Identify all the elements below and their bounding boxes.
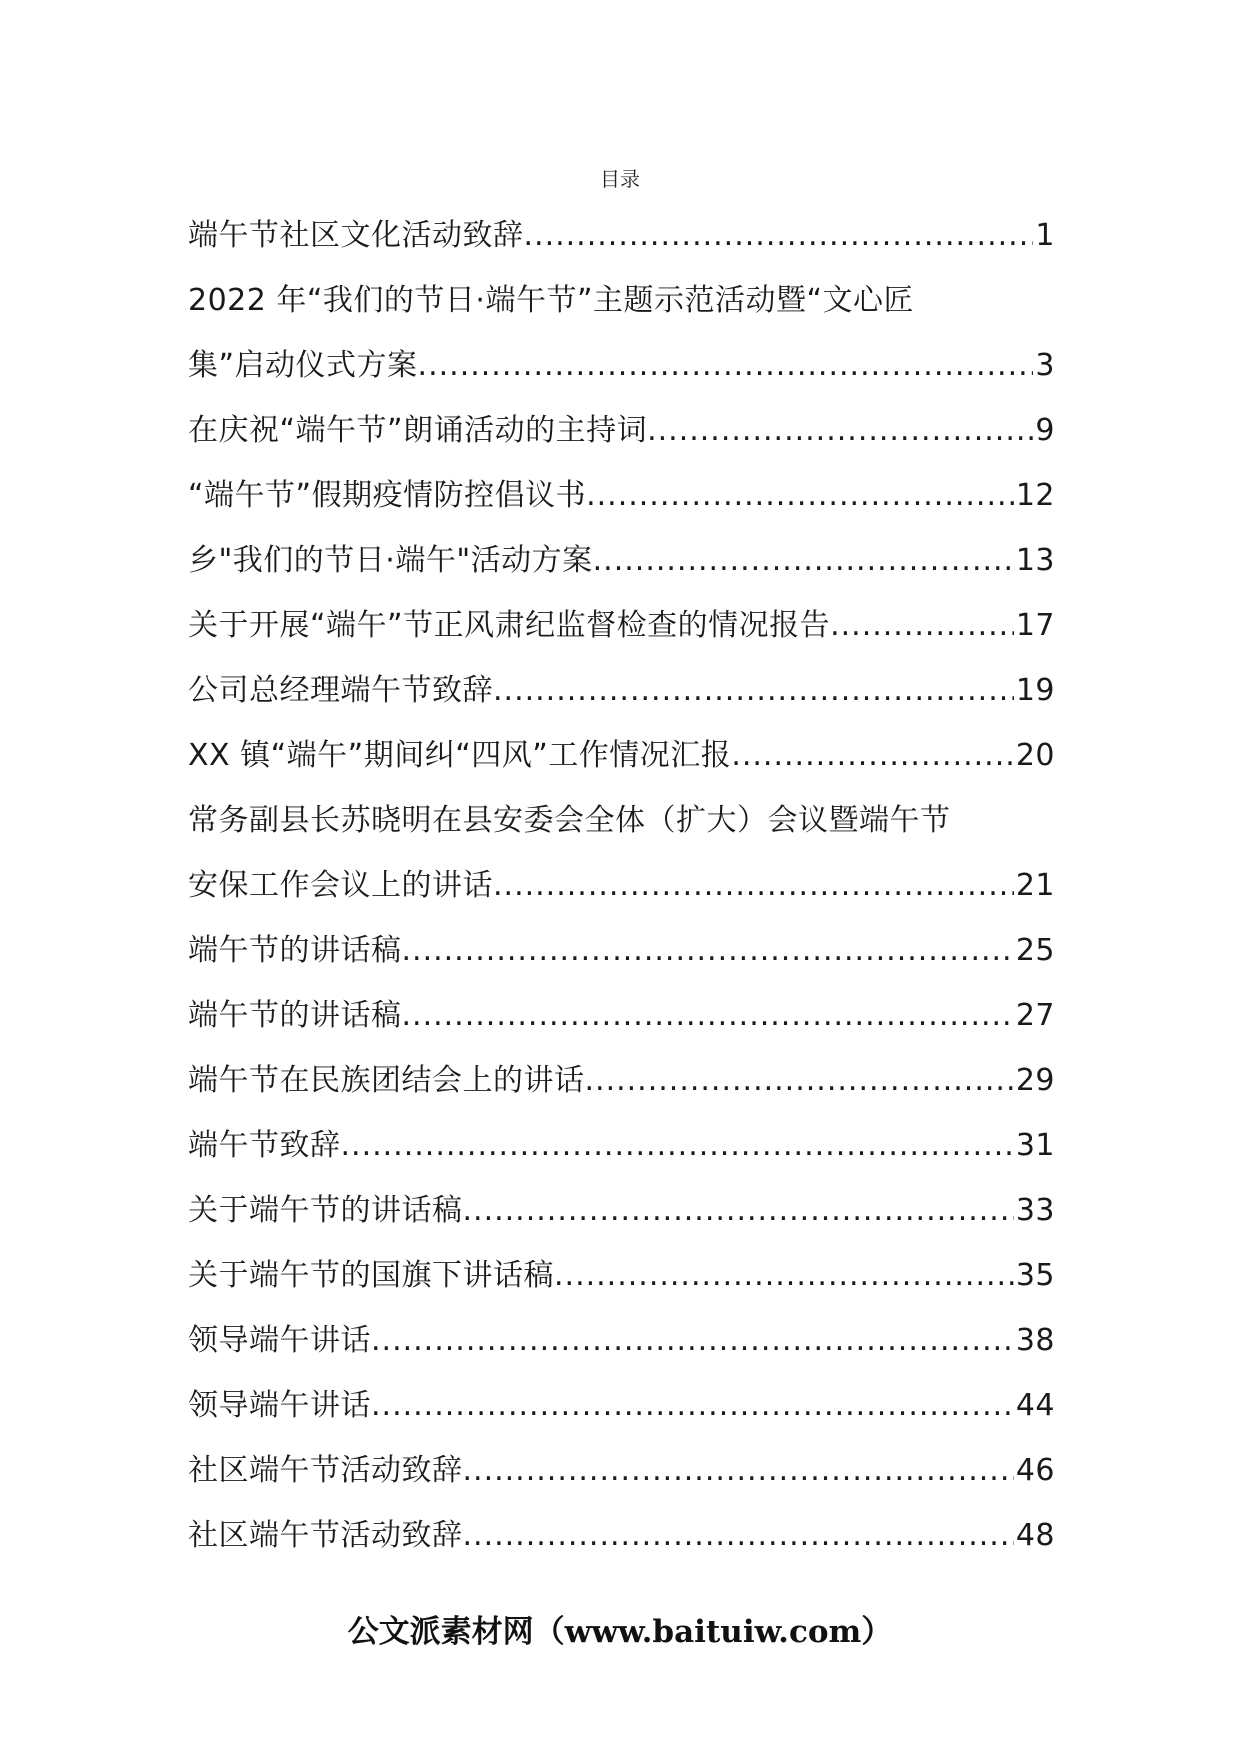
toc-line xyxy=(188,398,1055,463)
toc-line xyxy=(188,528,1055,593)
toc-page-number: 31 xyxy=(1015,1128,1055,1163)
toc-entry-title: 领导端午讲话 xyxy=(188,1323,371,1358)
toc-page-number: 38 xyxy=(1015,1323,1055,1358)
dot-leader xyxy=(647,398,1033,463)
toc-line xyxy=(188,333,1055,398)
dot-leader xyxy=(493,658,1014,723)
toc-entry-title: 社区端午节活动致辞 xyxy=(188,1518,463,1553)
toc-entry[interactable] xyxy=(188,1178,1055,1243)
toc-entry[interactable] xyxy=(188,1373,1055,1438)
toc-entry[interactable] xyxy=(188,983,1055,1048)
toc-entry-title: 安保工作会议上的讲话 xyxy=(188,868,493,903)
toc-line xyxy=(188,463,1055,528)
dot-leader xyxy=(554,1243,1014,1308)
dot-leader xyxy=(418,333,1034,398)
dot-leader xyxy=(830,593,1014,658)
toc-entry-title: 在庆祝“端午节”朗诵活动的主持词 xyxy=(188,413,648,448)
toc-line xyxy=(188,1178,1055,1243)
dot-leader xyxy=(731,723,1014,788)
dot-leader xyxy=(493,853,1014,918)
dot-leader xyxy=(586,463,1014,528)
toc-page-number: 20 xyxy=(1015,738,1055,773)
dot-leader xyxy=(341,1113,1014,1178)
dot-leader xyxy=(402,983,1014,1048)
toc-entry-title: 乡"我们的节日·端午"活动方案 xyxy=(188,543,593,578)
toc-page-number: 21 xyxy=(1015,868,1055,903)
toc-entry[interactable] xyxy=(188,1048,1055,1113)
toc-line xyxy=(188,203,1055,268)
dot-leader xyxy=(402,918,1014,983)
dot-leader xyxy=(593,528,1014,593)
toc-entry-title: 领导端午讲话 xyxy=(188,1388,371,1423)
dot-leader xyxy=(524,203,1034,268)
toc-line xyxy=(188,853,1055,918)
toc-line xyxy=(188,1243,1055,1308)
dot-leader xyxy=(463,1503,1014,1568)
toc-entry[interactable] xyxy=(188,1438,1055,1503)
toc-entry[interactable] xyxy=(188,1243,1055,1308)
dot-leader xyxy=(371,1308,1014,1373)
toc-line xyxy=(188,723,1055,788)
toc-entry[interactable] xyxy=(188,788,1055,918)
toc-line xyxy=(188,1438,1055,1503)
footer-watermark: 公文派素材网（www.baituiw.com） xyxy=(347,1614,893,1650)
toc-page-number: 48 xyxy=(1015,1518,1055,1553)
toc-entry[interactable] xyxy=(188,918,1055,983)
toc-page-number: 44 xyxy=(1015,1388,1055,1423)
toc-entry-title: XX 镇“端午”期间纠“四风”工作情况汇报 xyxy=(188,738,732,773)
dot-leader xyxy=(371,1373,1014,1438)
toc-page-number: 29 xyxy=(1015,1063,1055,1098)
toc-page-number: 19 xyxy=(1015,673,1055,708)
toc-entry-title: 端午节的讲话稿 xyxy=(188,933,402,968)
toc-page-number: 33 xyxy=(1015,1193,1055,1228)
toc-entry-title: 关于端午节的国旗下讲话稿 xyxy=(188,1258,554,1293)
toc-entry[interactable] xyxy=(188,1308,1055,1373)
toc-entry[interactable] xyxy=(188,268,1055,398)
table-of-contents xyxy=(188,203,1055,1568)
toc-line xyxy=(188,983,1055,1048)
toc-line xyxy=(188,1113,1055,1178)
toc-page-number: 9 xyxy=(1035,413,1055,448)
toc-entry-title: 社区端午节活动致辞 xyxy=(188,1453,463,1488)
toc-line xyxy=(188,1308,1055,1373)
toc-entry-title: 端午节的讲话稿 xyxy=(188,998,402,1033)
toc-entry-title-line1: 常务副县长苏晓明在县安委会全体（扩大）会议暨端午节 xyxy=(188,803,951,838)
dot-leader xyxy=(585,1048,1014,1113)
toc-entry[interactable] xyxy=(188,203,1055,268)
toc-title: 目录 xyxy=(600,167,640,191)
toc-page-number: 46 xyxy=(1015,1453,1055,1488)
dot-leader xyxy=(463,1178,1014,1243)
toc-page-number: 12 xyxy=(1015,478,1055,513)
toc-page-number: 27 xyxy=(1015,998,1055,1033)
toc-entry[interactable] xyxy=(188,463,1055,528)
toc-page-number: 3 xyxy=(1035,348,1055,383)
toc-entry[interactable] xyxy=(188,723,1055,788)
toc-entry-title: 端午节社区文化活动致辞 xyxy=(188,218,524,253)
toc-page-number: 17 xyxy=(1015,608,1055,643)
toc-entry-title: 端午节在民族团结会上的讲话 xyxy=(188,1063,585,1098)
toc-entry-title: 关于端午节的讲话稿 xyxy=(188,1193,463,1228)
toc-entry[interactable] xyxy=(188,528,1055,593)
toc-page-number: 35 xyxy=(1015,1258,1055,1293)
toc-entry-title: 公司总经理端午节致辞 xyxy=(188,673,493,708)
toc-entry[interactable] xyxy=(188,1503,1055,1568)
toc-page-number: 25 xyxy=(1015,933,1055,968)
toc-line xyxy=(188,593,1055,658)
toc-entry-title: 端午节致辞 xyxy=(188,1128,341,1163)
toc-page-number: 13 xyxy=(1015,543,1055,578)
toc-entry-title-line1: 2022 年“我们的节日·端午节”主题示范活动暨“文心匠 xyxy=(188,283,915,318)
toc-entry-title: 集”启动仪式方案 xyxy=(188,348,418,383)
toc-line xyxy=(188,1503,1055,1568)
toc-entry-title: 关于开展“端午”节正风肃纪监督检查的情况报告 xyxy=(188,608,831,643)
toc-line xyxy=(188,918,1055,983)
toc-entry[interactable] xyxy=(188,658,1055,723)
toc-entry[interactable] xyxy=(188,398,1055,463)
toc-line xyxy=(188,658,1055,723)
toc-page-number: 1 xyxy=(1035,218,1055,253)
toc-entry[interactable] xyxy=(188,593,1055,658)
toc-line xyxy=(188,1373,1055,1438)
toc-line xyxy=(188,1048,1055,1113)
dot-leader xyxy=(463,1438,1014,1503)
toc-entry[interactable] xyxy=(188,1113,1055,1178)
toc-entry-title: “端午节”假期疫情防控倡议书 xyxy=(188,478,587,513)
